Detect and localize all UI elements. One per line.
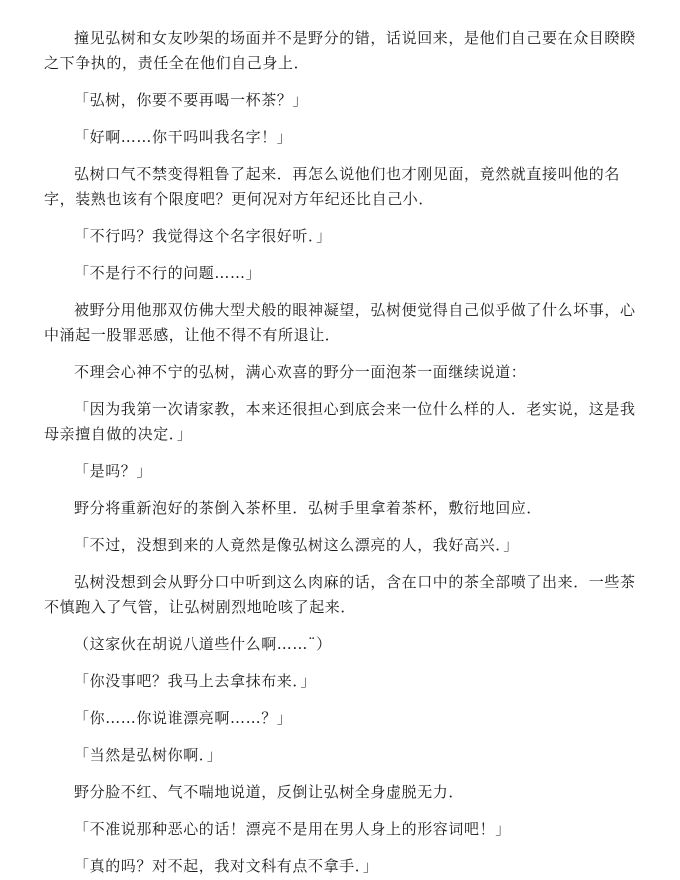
paragraph: 弘树没想到会从野分口中听到这么肉麻的话，含在口中的茶全部喷了出来．一些茶不慎跑入了气管，让弘树剧烈地呛咳了起来． [44, 573, 636, 616]
paragraph: 「不行吗？我觉得这个名字很好听．」 [74, 227, 332, 245]
paragraph: 「真的吗？对不起，我对文科有点不拿手．」 [74, 857, 379, 875]
paragraph: 「因为我第一次请家教，本来还很担心到底会来一位什么样的人．老实说，这是我母亲擅自做的决定．」 [44, 400, 636, 443]
paragraph: （这家伙在胡说八道些什么啊……¨） [74, 635, 332, 653]
paragraph: 撞见弘树和女友吵架的场面并不是野分的错，话说回来，是他们自己要在众目睽睽之下争执的，责任全在他们自己身上． [44, 29, 636, 72]
paragraph: 「当然是弘树你啊．」 [74, 746, 223, 764]
paragraph: 「不过，没想到来的人竟然是像弘树这么漂亮的人，我好高兴．」 [74, 536, 519, 554]
paragraph: 不理会心神不宁的弘树，满心欢喜的野分一面泡茶一面继续说道： [74, 363, 527, 381]
paragraph: 「不准说那种恶心的话！漂亮不是用在男人身上的形容词吧！」 [74, 820, 511, 838]
paragraph: 弘树口气不禁变得粗鲁了起来．再怎么说他们也才刚见面，竟然就直接叫他的名字，装熟也该有个限度吧？更何况对方年纪还比自己小． [44, 165, 621, 208]
paragraph: 「不是行不行的问题……」 [74, 264, 262, 282]
paragraph: 「是吗？」 [74, 462, 153, 480]
paragraph: 「好啊……你干吗叫我名字！」 [74, 128, 293, 146]
paragraph: 「你……你说谁漂亮啊……？」 [74, 709, 293, 727]
paragraph: 「你没事吧？我马上去拿抹布来．」 [74, 672, 317, 690]
paragraph: 被野分用他那双仿佛大型犬般的眼神凝望，弘树便觉得自己似乎做了什么坏事，心中涌起一股罪恶感，让他不得不有所退让． [44, 301, 636, 344]
paragraph: 野分将重新泡好的茶倒入茶杯里．弘树手里拿着茶杯，敷衍地回应． [74, 499, 543, 517]
paragraph: 「弘树，你要不要再喝一杯茶？」 [74, 91, 309, 109]
paragraph: 野分脸不红、气不喘地说道，反倒让弘树全身虚脱无力． [74, 783, 465, 801]
